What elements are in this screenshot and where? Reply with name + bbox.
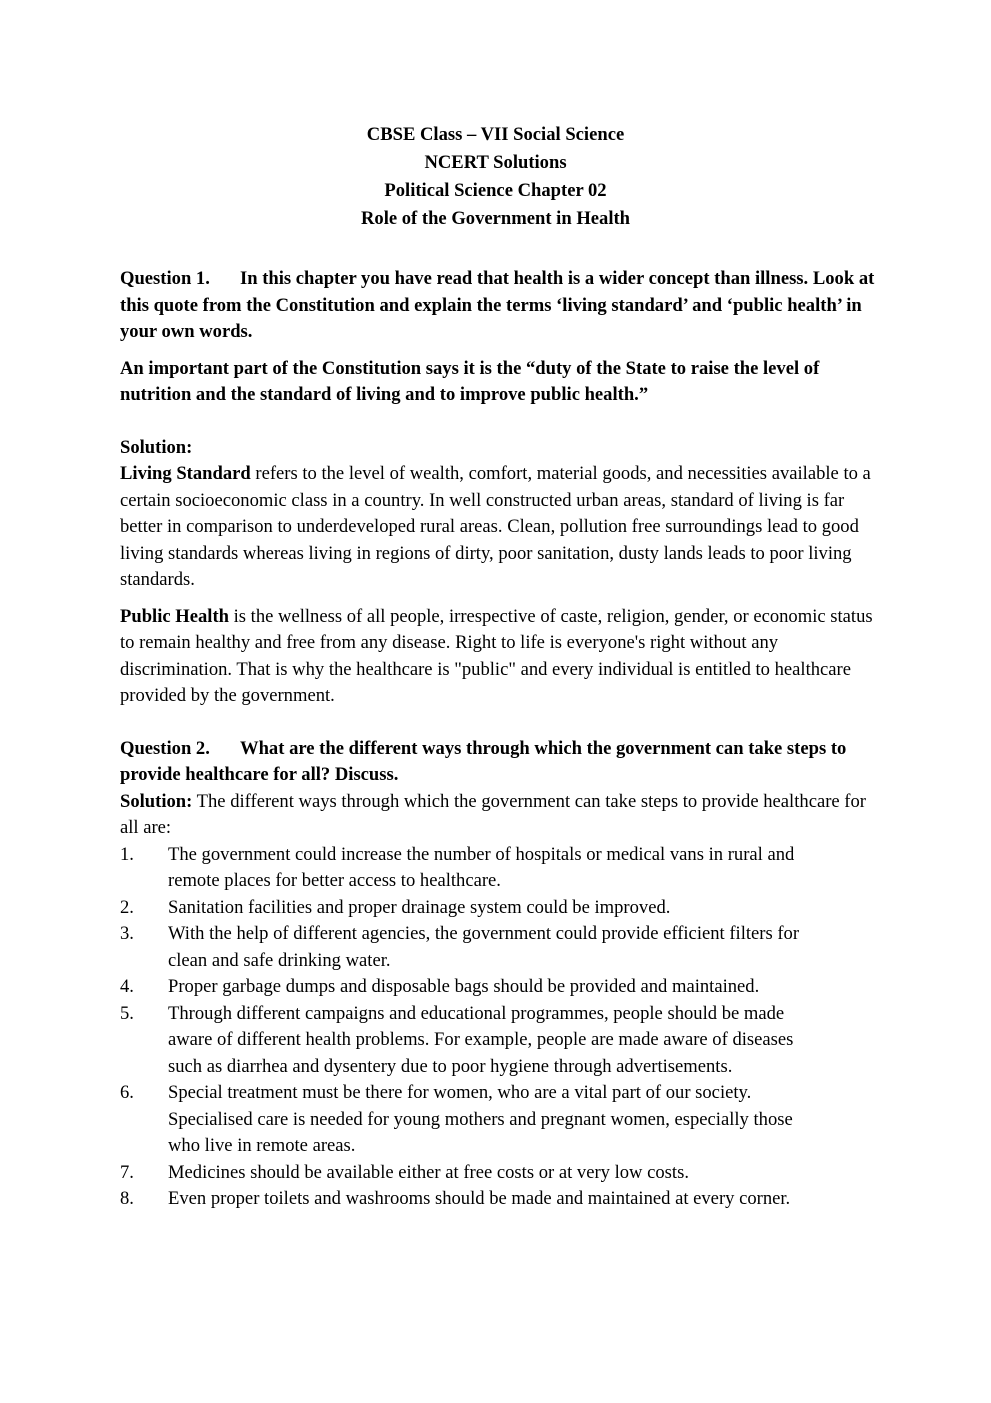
list-item-text: Sanitation facilities and proper drainage system could be improved. bbox=[168, 896, 671, 918]
list-item-number: 7. bbox=[120, 1161, 134, 1183]
list-item bbox=[120, 1186, 820, 1213]
list-item-text: The government could increase the number of hospitals or medical vans in rural and remote places for better access to healthcare. bbox=[168, 843, 795, 891]
solution-2-label: Solution: bbox=[120, 790, 193, 812]
list-item-number: 3. bbox=[120, 923, 134, 944]
document-body bbox=[120, 266, 880, 1213]
living-standard-term: Living Standard bbox=[120, 463, 251, 484]
list-item-text: With the help of different agencies, the government could provide efficient filters for clean and safe drinking water. bbox=[168, 923, 800, 971]
list-item-text: Medicines should be available either at free costs or at very low costs. bbox=[168, 1161, 689, 1183]
list-item-number: 1. bbox=[120, 843, 134, 865]
list-item bbox=[120, 842, 820, 895]
list-item-number: 4. bbox=[120, 976, 134, 997]
header-topic-title: Role of the Government in Health bbox=[360, 208, 631, 229]
header-chapter-title: Political Science Chapter 02 bbox=[384, 180, 607, 201]
header-class-title: CBSE Class – VII Social Science bbox=[366, 124, 625, 145]
list-item-number: 2. bbox=[120, 896, 134, 918]
question-2-label: Question 2. bbox=[120, 737, 210, 759]
public-health-text: is the wellness of all people, irrespective of caste, religion, gender, or economic status to remain healthy and free from any disease. Right to life is everyone's right without any discrimination. That is why the healthcare is "public" and every individual is entitled to healthcare provided by the government. bbox=[120, 605, 873, 706]
list-item bbox=[120, 974, 820, 1001]
document-header bbox=[0, 121, 991, 233]
living-standard-text: refers to the level of wealth, comfort, material goods, and necessities available to a certain socioeconomic class in a country. In well constructed urban areas, standard of living is far better in comparison to underdeveloped rural areas. Clean, pollution free surroundings lead to good living standards whereas living in regions of dirty, poor sanitation, dusty lands leads to poor living standards. bbox=[120, 463, 871, 590]
public-health-paragraph bbox=[120, 604, 880, 710]
constitution-quote: An important part of the Constitution says it is the “duty of the State to raise the level of nutrition and the standard of living and to improve public health.” bbox=[120, 357, 820, 405]
question-1-label: Question 1. bbox=[120, 268, 210, 289]
healthcare-steps-list bbox=[120, 842, 820, 1213]
list-item-number: 8. bbox=[120, 1188, 134, 1209]
list-item bbox=[120, 921, 820, 974]
list-item bbox=[120, 1001, 820, 1081]
solution-2-intro-paragraph bbox=[120, 789, 880, 842]
list-item-number: 6. bbox=[120, 1082, 134, 1103]
public-health-term: Public Health bbox=[120, 605, 229, 627]
question-2-text: What are the different ways through which the government can take steps to provide healthcare for all? Discuss. bbox=[120, 737, 847, 785]
header-solutions-title: NCERT Solutions bbox=[424, 152, 567, 173]
solution-1-label: Solution: bbox=[120, 436, 193, 458]
question-2 bbox=[120, 736, 880, 789]
question-1 bbox=[120, 266, 880, 346]
list-item bbox=[120, 1080, 820, 1160]
list-item-number: 5. bbox=[120, 1002, 134, 1024]
solution-2-intro: The different ways through which the government can take steps to provide healthcare for all are: bbox=[120, 790, 866, 838]
question-1-text: In this chapter you have read that health is a wider concept than illness. Look at this quote from the Constitution and explain the terms ‘living standard’ and ‘public health’ in your own words. bbox=[120, 268, 875, 342]
living-standard-paragraph bbox=[120, 461, 880, 594]
list-item-text: Through different campaigns and educational programmes, people should be made aware of different health problems. For example, people are made aware of diseases such as diarrhea and dysentery due to poor hygiene through advertisements. bbox=[168, 1002, 794, 1077]
list-item-text: Even proper toilets and washrooms should be made and maintained at every corner. bbox=[168, 1188, 791, 1209]
list-item bbox=[120, 895, 820, 922]
list-item bbox=[120, 1160, 820, 1187]
list-item-text: Special treatment must be there for women, who are a vital part of our society. Specialised care is needed for young mothers and pregnant women, especially those who live in remote areas. bbox=[168, 1082, 793, 1156]
list-item-text: Proper garbage dumps and disposable bags should be provided and maintained. bbox=[168, 976, 760, 997]
